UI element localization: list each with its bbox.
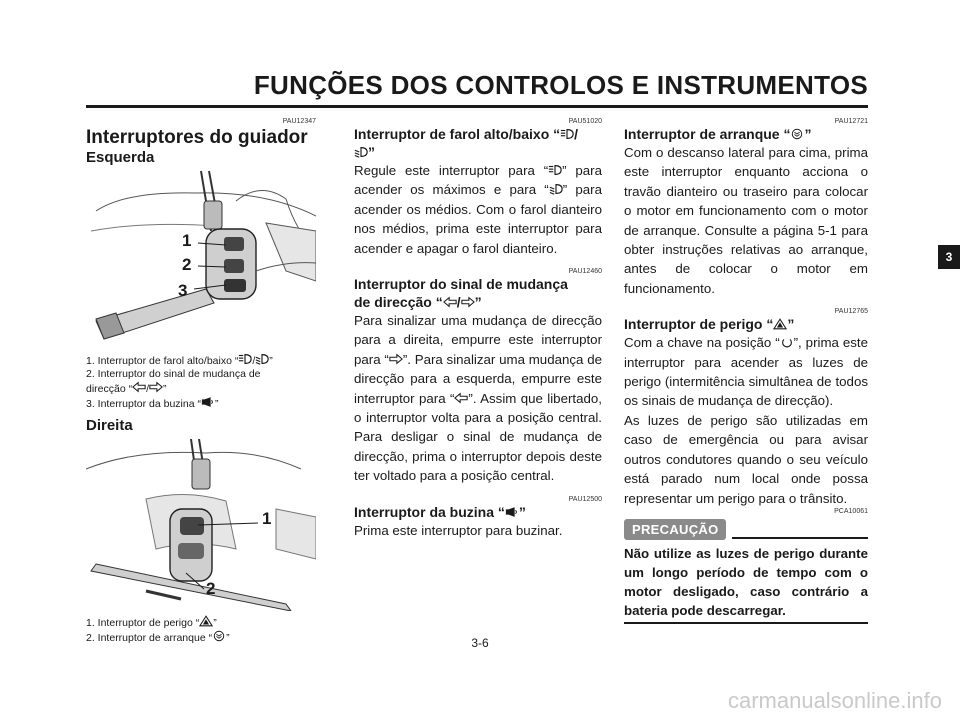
turn-left-icon (454, 392, 468, 404)
page-header-title: FUNÇÕES DOS CONTROLOS E INSTRUMENTOS (253, 70, 868, 100)
ref-code: PAU12721 (834, 118, 868, 125)
callout-2: 2 (206, 579, 216, 598)
hazard-icon (199, 615, 213, 627)
hazard-icon (773, 318, 787, 330)
turn-signal-heading: Interruptor do sinal de mudança de direcção “ / ” (354, 276, 568, 311)
right-heading: Direita (86, 417, 133, 434)
ref-code: PAU12765 (834, 308, 868, 316)
hazard-switch-text-2: As luzes de perigo são utilizadas em caso de emergência ou para avisar outros condutores quando o seu veículo está parado num local onde possa representar um perigo para o trânsito. (624, 412, 868, 506)
start-switch-text: Com o descanso lateral para cima, prima este interruptor enquanto acciona o travão dianteiro ou traseiro para colocar o motor em funcionamento com o motor de arranque. Consulte a página 5-1 para obter instruções relativas ao arranque, antes de colocar o motor em funcionamento. (624, 145, 868, 296)
headlight-switch-text: Regule este interruptor para “ ” para acender os máximos e para “ ” para acender os médios. Com o farol dianteiro nos médios, prima este interruptor para acender e apagar o farol dianteiro. (354, 163, 602, 256)
column-1 (86, 118, 316, 645)
ref-code: PAU51020 (568, 118, 602, 125)
key-on-icon (780, 336, 794, 348)
left-handlebar-illustration (86, 171, 316, 347)
right-caption: 1. Interruptor de perigo “ ” 2. Interruptor de arranque “ ” (86, 617, 230, 644)
hazard-switch-text: Com a chave na posição “ ”, prima este interruptor para acender as luzes de perigo (intermitência simultânea de todos os sinais de mudança de direcção). (624, 335, 868, 409)
right-handlebar-figure (86, 439, 316, 611)
chapter-tab: 3 (938, 245, 960, 269)
turn-left-icon (443, 296, 457, 308)
low-beam-icon (354, 146, 368, 158)
caution-badge: PRECAUÇÃO (624, 519, 726, 540)
callout-1: 1 (262, 509, 272, 528)
ref-code: PCA10061 (834, 507, 868, 515)
horn-icon (505, 506, 519, 518)
section-title: Interruptores do guiador (86, 127, 308, 148)
hazard-switch-heading: Interruptor de perigo “ ” (624, 316, 795, 333)
left-handlebar-figure (86, 171, 316, 347)
high-beam-icon (560, 128, 574, 140)
high-beam-icon (238, 353, 252, 365)
turn-right-icon (389, 353, 403, 365)
watermark: carmanualsonline.info (727, 688, 942, 713)
turn-right-icon (149, 381, 163, 393)
horn-switch-text: Prima este interruptor para buzinar. (354, 522, 563, 538)
turn-left-icon (132, 381, 146, 393)
left-caption: 1. Interruptor de farol alto/baixo “ / ” 2. Interruptor do sinal de mudança de direcção “ / ” 3. Interruptor da buzina “ ” (86, 355, 273, 410)
callout-3: 3 (178, 281, 188, 300)
callout-1: 1 (182, 231, 192, 250)
horn-switch-heading: Interruptor da buzina “ ” (354, 503, 526, 520)
ref-code: PAU12500 (568, 495, 602, 503)
page-number: 3-6 (471, 636, 489, 650)
ref-code: PAU12347 (282, 118, 316, 125)
left-heading: Esquerda (86, 149, 155, 166)
headlight-switch-heading: Interruptor de farol alto/baixo “ / ” (354, 126, 579, 160)
column-2 (354, 118, 602, 540)
ref-code: PAU12460 (568, 268, 602, 276)
caution-rule (732, 537, 868, 539)
right-handlebar-illustration (86, 439, 316, 611)
header-rule (86, 105, 868, 108)
caution-end-rule (624, 622, 868, 624)
caution-header (624, 519, 868, 540)
low-beam-icon (255, 353, 269, 365)
start-icon (790, 128, 804, 140)
turn-right-icon (461, 296, 475, 308)
low-beam-icon (549, 183, 563, 195)
turn-signal-text: Para sinalizar uma mudança de direcção para a direita, empurre este interruptor para “ ”. Para sinalizar uma mudança de direcção para a esquerda, empurre este interruptor para “ ”. Assim que libertado, o interruptor volta para a posição central. Para desligar o sinal de mudança de direcção, prima o interruptor depois deste ter voltado para a posição central. (354, 313, 602, 484)
callout-2: 2 (182, 255, 192, 274)
column-3 (624, 118, 868, 624)
caution-text: Não utilize as luzes de perigo durante um longo período de tempo com o motor desligado, caso contrário a bateria pode descarregar. (624, 545, 868, 618)
high-beam-icon (548, 164, 562, 176)
horn-icon (201, 396, 215, 408)
start-switch-heading: Interruptor de arranque “ ” (624, 126, 812, 142)
